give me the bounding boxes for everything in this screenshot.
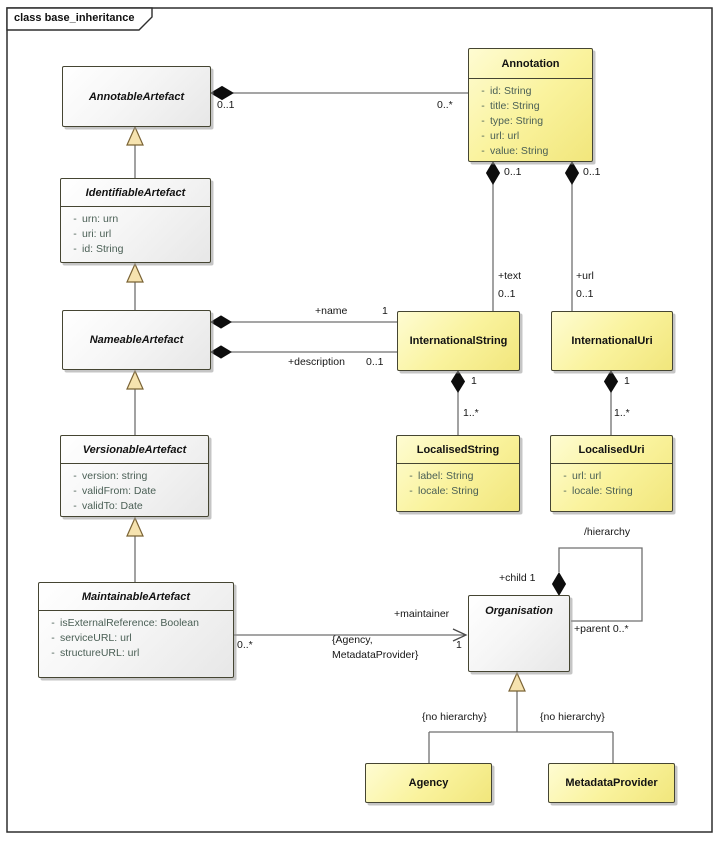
attribute-text: validTo: Date — [82, 500, 143, 512]
attribute-text: type: String — [490, 115, 544, 127]
composition-diamond-intlstring — [452, 371, 465, 392]
visibility-marker: - — [73, 213, 77, 225]
attribute-text: uri: url — [82, 228, 112, 240]
composition-diamond-annotation-url — [566, 162, 579, 184]
attribute-text: url: url — [490, 130, 520, 142]
multiplicity-label: 0..1 — [583, 166, 601, 178]
class-international-uri[interactable] — [551, 311, 673, 371]
attribute-text: url: url — [572, 470, 602, 482]
visibility-marker: - — [481, 115, 485, 127]
edge-hierarchy-self — [559, 548, 642, 621]
class-attribute — [61, 484, 208, 499]
class-title: MaintainableArtefact — [39, 583, 233, 611]
class-title: InternationalUri — [571, 335, 653, 347]
multiplicity-label: 1..* — [614, 407, 630, 419]
role-label: +url — [576, 270, 594, 282]
multiplicity-label: 0..1 — [504, 166, 522, 178]
visibility-marker: - — [73, 500, 77, 512]
class-localised-uri[interactable] — [550, 435, 673, 512]
class-attribute — [469, 129, 592, 144]
constraint-label: {no hierarchy} — [422, 711, 487, 723]
class-attribute — [61, 469, 208, 484]
class-annotation[interactable] — [468, 48, 593, 162]
class-title: MetadataProvider — [565, 777, 658, 789]
role-label: +maintainer — [394, 608, 450, 620]
class-attribute — [469, 99, 592, 114]
association-name-label: /hierarchy — [584, 526, 631, 538]
attribute-text: id: String — [82, 243, 124, 255]
class-localised-string[interactable] — [396, 435, 520, 512]
composition-diamond-description — [211, 346, 231, 358]
class-attribute — [39, 631, 233, 646]
visibility-marker: - — [73, 485, 77, 497]
attribute-text: validFrom: Date — [82, 485, 157, 497]
visibility-marker: - — [51, 632, 55, 644]
visibility-marker: - — [73, 470, 77, 482]
visibility-marker: - — [409, 485, 413, 497]
class-attribute — [61, 227, 210, 242]
attribute-list — [551, 464, 672, 499]
class-title: Organisation — [485, 605, 553, 617]
visibility-marker: - — [563, 485, 567, 497]
multiplicity-label: 0..1 — [366, 356, 384, 368]
attribute-text: locale: String — [418, 485, 479, 497]
attribute-text: value: String — [490, 145, 549, 157]
class-title: Annotation — [469, 49, 592, 79]
class-attribute — [469, 114, 592, 129]
class-attribute — [469, 144, 592, 159]
visibility-marker: - — [481, 85, 485, 97]
attribute-text: label: String — [418, 470, 474, 482]
constraint-label: {Agency, — [332, 634, 373, 646]
class-title: LocalisedString — [397, 436, 519, 464]
visibility-marker: - — [73, 243, 77, 255]
class-title: LocalisedUri — [551, 436, 672, 464]
attribute-list — [397, 464, 519, 499]
visibility-marker: - — [409, 470, 413, 482]
attribute-text: title: String — [490, 100, 540, 112]
attribute-text: isExternalReference: Boolean — [60, 617, 199, 629]
class-title: AnnotableArtefact — [88, 90, 185, 103]
composition-diamond-annotable — [211, 87, 233, 100]
class-attribute — [61, 499, 208, 514]
class-attribute — [39, 616, 233, 631]
composition-diamond-annotation-text — [487, 162, 500, 184]
generalization-triangle-identifiable — [127, 264, 143, 282]
multiplicity-label: 1 — [382, 305, 388, 317]
composition-diamond-intluri — [605, 371, 618, 392]
attribute-text: serviceURL: url — [60, 632, 132, 644]
attribute-list — [469, 79, 592, 159]
generalization-triangle-organisation — [509, 673, 525, 691]
class-attribute — [39, 646, 233, 661]
class-annotable-artefact[interactable] — [62, 66, 211, 127]
class-agency[interactable] — [365, 763, 492, 803]
visibility-marker: - — [563, 470, 567, 482]
class-attribute — [61, 212, 210, 227]
role-label: +child 1 — [499, 572, 536, 584]
attribute-text: structureURL: url — [60, 647, 140, 659]
constraint-label: MetadataProvider} — [332, 649, 419, 661]
role-label: +name — [315, 305, 348, 317]
class-attribute — [551, 484, 672, 499]
role-label: +parent 0..* — [574, 623, 629, 635]
attribute-list — [39, 611, 233, 661]
multiplicity-label: 0..* — [437, 99, 453, 111]
attribute-text: version: string — [82, 470, 148, 482]
composition-diamond-hierarchy — [553, 573, 566, 595]
visibility-marker: - — [51, 617, 55, 629]
multiplicity-label: 0..1 — [217, 99, 235, 111]
generalization-triangle-nameable — [127, 371, 143, 389]
visibility-marker: - — [481, 130, 485, 142]
class-organisation[interactable] — [468, 595, 570, 672]
role-label: +description — [288, 356, 345, 368]
class-title: Agency — [408, 777, 449, 789]
attribute-list — [61, 207, 210, 257]
generalization-triangle-annotable — [127, 127, 143, 145]
class-versionable-artefact[interactable] — [60, 435, 209, 517]
visibility-marker: - — [481, 100, 485, 112]
multiplicity-label: 0..1 — [498, 288, 516, 300]
attribute-text: id: String — [490, 85, 532, 97]
class-identifiable-artefact[interactable] — [60, 178, 211, 263]
class-title: InternationalString — [409, 335, 508, 347]
visibility-marker: - — [73, 228, 77, 240]
class-title: VersionableArtefact — [61, 436, 208, 464]
multiplicity-label: 1 — [456, 639, 462, 651]
diagram-frame — [7, 8, 712, 832]
visibility-marker: - — [51, 647, 55, 659]
class-title: NameableArtefact — [89, 334, 184, 346]
class-attribute — [61, 242, 210, 257]
attribute-text: locale: String — [572, 485, 633, 497]
class-attribute — [469, 84, 592, 99]
class-attribute — [551, 469, 672, 484]
class-maintainable-artefact[interactable] — [38, 582, 234, 678]
multiplicity-label: 1 — [471, 375, 477, 387]
multiplicity-label: 0..* — [237, 639, 253, 651]
multiplicity-label: 0..1 — [576, 288, 594, 300]
multiplicity-label: 1 — [624, 375, 630, 387]
class-nameable-artefact[interactable] — [62, 310, 211, 370]
constraint-label: {no hierarchy} — [540, 711, 605, 723]
class-attribute — [397, 469, 519, 484]
visibility-marker: - — [481, 145, 485, 157]
class-title: IdentifiableArtefact — [61, 179, 210, 207]
class-metadata-provider[interactable] — [548, 763, 675, 803]
composition-diamond-name — [211, 316, 231, 328]
attribute-text: urn: urn — [82, 213, 119, 225]
multiplicity-label: 1..* — [463, 407, 479, 419]
attribute-list — [61, 464, 208, 514]
class-attribute — [397, 484, 519, 499]
generalization-triangle-versionable — [127, 518, 143, 536]
role-label: +text — [498, 270, 522, 282]
diagram-title: class base_inheritance — [14, 12, 135, 24]
class-international-string[interactable] — [397, 311, 520, 371]
